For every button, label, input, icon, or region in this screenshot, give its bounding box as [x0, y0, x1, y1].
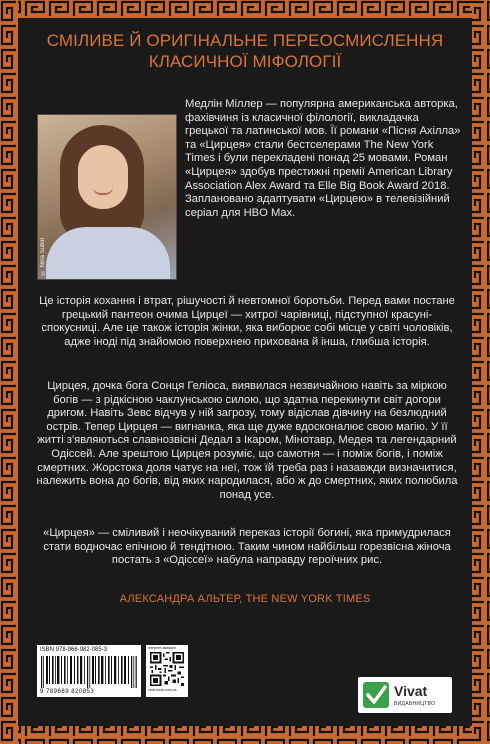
publisher-name: Vivat	[394, 683, 428, 699]
photo-face	[78, 145, 128, 209]
paragraph-synopsis: Цирцея, дочка бога Сонця Геліоса, виявилася незвичайною навіть за міркою богів — з рідкісною чаклунською силою, що здатна перекинути світ догори дригом. Навіть Зевс відчув у ній загрозу, тому відіслав дівчину на безлюдний острів. Тепер Цирцея — вигнанка, яка ще дуже вдосконалює свою магію. У її житті з'являються славнозвісні Дедал з Ікаром, Мінотавр, Медея та легендарний Одіссей. Але зрештою Цирцея розуміє, що самотня — і поміж богів, і поміж смертних. Жорстока доля чатує на неї, тож їй треба раз і назавжди визначитися, належить вона до богів, від яких народилася, або ж до смертних, яких полюбила понад усе.	[36, 380, 458, 501]
publisher-subtitle: ВИДАВНИЦТВО	[394, 701, 436, 707]
author-photo	[37, 114, 177, 280]
qr-code-icon	[150, 652, 184, 686]
qr-caption-bottom: vivat-book.com.ua	[148, 688, 177, 692]
isbn-text: ISBN 978-966-982-085-3	[40, 647, 108, 653]
qr-code-block	[146, 645, 188, 697]
headline-line-1: СМІЛИВЕ Й ОРИГІНАЛЬНЕ ПЕРЕОСМИСЛЕННЯ	[46, 31, 444, 50]
photo-shirt	[46, 227, 170, 280]
headline	[30, 30, 460, 72]
vivat-checkmark-icon	[363, 682, 389, 708]
author-bio: Медлін Міллер — популярна американська авторка, фахівчиня із класичної філології, викладачка грецької та латинської мов. Її романи «Пісня Ахілла» та «Цирцея» стали бестселерами The New York Times і були перекладені понад 25 мовами. Роман «Цирцея» здобув престижні премії American Library Association Alex Award та Elle Big Book Award 2018. Заплановано адаптувати «Цирцею» в телевізійний серіал для HBO Max.	[185, 98, 461, 219]
photo-credit: © Nina Subin	[40, 237, 46, 275]
barcode-digits: 9 789669 820853	[40, 689, 95, 695]
paragraph-review: «Цирцея» — сміливий і неочікуваний переказ історії богині, яка примудрилася стати водночас епічною й тендітною. Таким чином найбільш горезвісна жіноча постать з «Одіссеї» набула направду героїчних рис.	[43, 527, 451, 567]
paragraph-intro: Це історія кохання і втрат, рішучості й невтомної боротьби. Перед вами постане грецький пантеон очима Цирцеї — хитрої чарівниці, підступної красуні-спокусниці. Але це також історія жінки, яка виборює собі місце у світі чоловіків, адже іноді під знайомою поверхнею прихована й інша, глибша історія.	[39, 295, 455, 348]
publisher-logo	[358, 677, 452, 713]
review-source: АЛЕКСАНДРА АЛЬТЕР, THE NEW YORK TIMES	[119, 593, 371, 605]
barcode-icon	[41, 656, 137, 688]
isbn-barcode	[37, 645, 141, 697]
headline-line-2: КЛАСИЧНОЇ МІФОЛОГІЇ	[148, 52, 342, 71]
qr-caption-top: інтернет-магазин	[148, 646, 176, 650]
